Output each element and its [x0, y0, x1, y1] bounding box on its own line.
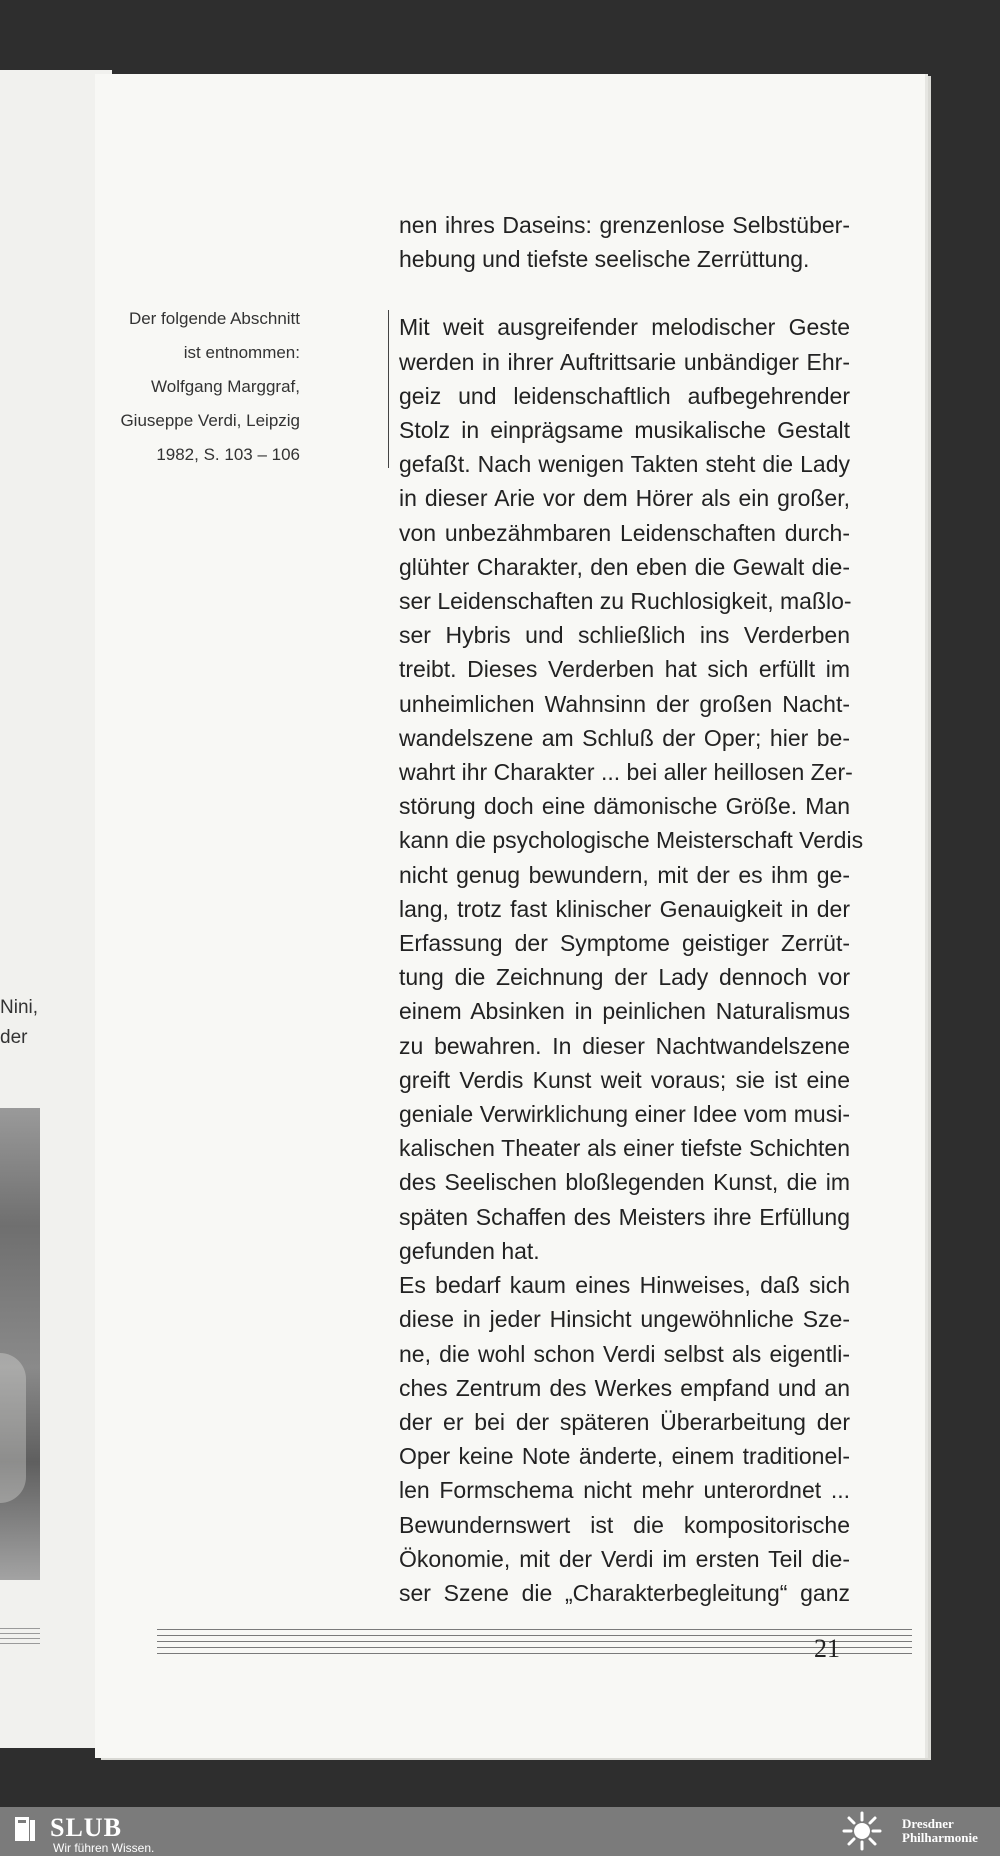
text-line: treibt. Dieses Verderben hat sich erfüllt im [399, 656, 850, 683]
dp-name-line-1: Dresdner [902, 1816, 954, 1831]
sidenote-line: Der folgende Abschnitt [128, 309, 300, 328]
text-line: Stolz in einprägsame musikalische Gestalt [399, 417, 850, 444]
text-line: nicht genug bewundern, mit der es ihm ge- [399, 861, 850, 888]
text-line: geniale Verwirklichung einer Idee vom musi- [399, 1101, 850, 1128]
left-footer-rule [0, 1628, 40, 1629]
text-line: tung die Zeichnung der Lady dennoch vor [399, 964, 850, 991]
left-footer-rule [0, 1633, 40, 1634]
text-line: diese in jeder Hinsicht ungewöhnliche Sze- [399, 1306, 850, 1333]
left-page-fragment-1: Nini, [0, 997, 39, 1018]
dresdner-philharmonie-name [902, 1817, 978, 1845]
sidenote-line: Wolfgang Marggraf, [151, 377, 300, 396]
text-line: wandelszene am Schluß der Oper; hier be- [399, 724, 850, 751]
sidenote-line: ist entnommen: [183, 343, 300, 362]
text-line: späten Schaffen des Meisters ihre Erfüllung [399, 1203, 850, 1230]
text-line: ser Hybris und schließlich ins Verderben [399, 622, 850, 649]
text-line: wahrt ihr Charakter ... bei aller heillosen Zer- [399, 759, 853, 786]
left-page-portrait-photo [0, 1108, 40, 1580]
sunburst-logo [842, 1811, 882, 1851]
sidenote-line: Giuseppe Verdi, Leipzig [120, 411, 300, 430]
institution-footer-bar [0, 1807, 1000, 1856]
text-line: Mit weit ausgreifender melodischer Geste [399, 314, 850, 341]
left-page-fragment-2: der [0, 1027, 28, 1048]
text-line: kalischen Theater als einer tiefste Schichten [399, 1135, 850, 1162]
text-line: von unbezähmbaren Leidenschaften durch- [399, 519, 850, 546]
text-line: kann die psychologische Meisterschaft Verdis [399, 827, 864, 854]
text-line: Ökonomie, mit der Verdi im ersten Teil die- [399, 1545, 850, 1572]
text-line: glühter Charakter, den eben die Gewalt die- [399, 553, 850, 580]
source-sidenote [70, 302, 300, 472]
text-line: geiz und leidenschaftlich aufbegehrender [399, 382, 850, 409]
text-line: Oper keine Note änderte, einem traditionel- [399, 1443, 850, 1470]
right-page [95, 74, 925, 1758]
text-line: Bewundernswert ist die kompositorische [399, 1511, 850, 1538]
body-text [399, 208, 864, 1610]
text-line: ser Szene die „Charakterbegleitung“ ganz [399, 1579, 850, 1606]
text-line: ches Zentrum des Werkes empfand und an [399, 1374, 850, 1401]
left-footer-rule [0, 1643, 40, 1644]
text-line: störung doch eine dämonische Größe. Man [399, 793, 850, 820]
text-line: greift Verdis Kunst weit voraus; sie ist eine [399, 1066, 850, 1093]
text-line: unheimlichen Wahnsinn der großen Nacht- [399, 690, 850, 717]
text-line: des Seelischen bloßlegenden Kunst, die im [399, 1169, 850, 1196]
text-line: gefunden hat. [399, 1237, 540, 1264]
text-line: der er bei der späteren Überarbeitung der [399, 1408, 850, 1435]
text-line: Erfassung der Symptome geistiger Zerrüt- [399, 930, 850, 957]
text-line: lang, trotz fast klinischer Genauigkeit in der [399, 895, 850, 922]
text-line: zu bewahren. In dieser Nachtwandelszene [399, 1032, 850, 1059]
sidenote-divider [388, 310, 389, 468]
dp-name-line-2: Philharmonie [902, 1830, 978, 1845]
sidenote-line: 1982, S. 103 – 106 [156, 445, 300, 464]
text-line: ne, die wohl schon Verdi selbst als eigentli- [399, 1340, 850, 1367]
text-line: hebung und tiefste seelische Zerrüttung. [399, 246, 810, 273]
text-line: ser Leidenschaften zu Ruchlosigkeit, maßlo- [399, 588, 852, 615]
text-line: in dieser Arie vor dem Hörer als ein großer, [399, 485, 850, 512]
text-line: len Formschema nicht mehr unterordnet ... [399, 1477, 850, 1504]
text-line: nen ihres Daseins: grenzenlose Selbstüber- [399, 212, 850, 238]
text-line: werden in ihrer Auftrittsarie unbändiger Ehr- [399, 348, 850, 375]
text-line: gefaßt. Nach wenigen Takten steht die Lady [399, 451, 850, 478]
slub-tagline: Wir führen Wissen. [53, 1841, 155, 1855]
text-line: einem Absinken in peinlichen Naturalismus [399, 998, 850, 1025]
paragraph-gap [399, 276, 850, 310]
text-line: Es bedarf kaum eines Hinweises, daß sich [399, 1272, 850, 1299]
footer-rule [157, 1629, 912, 1630]
slub-name: SLUB [50, 1813, 122, 1842]
left-footer-rule [0, 1638, 40, 1639]
book-icon [14, 1816, 36, 1842]
page-number: 21 [814, 1634, 840, 1663]
